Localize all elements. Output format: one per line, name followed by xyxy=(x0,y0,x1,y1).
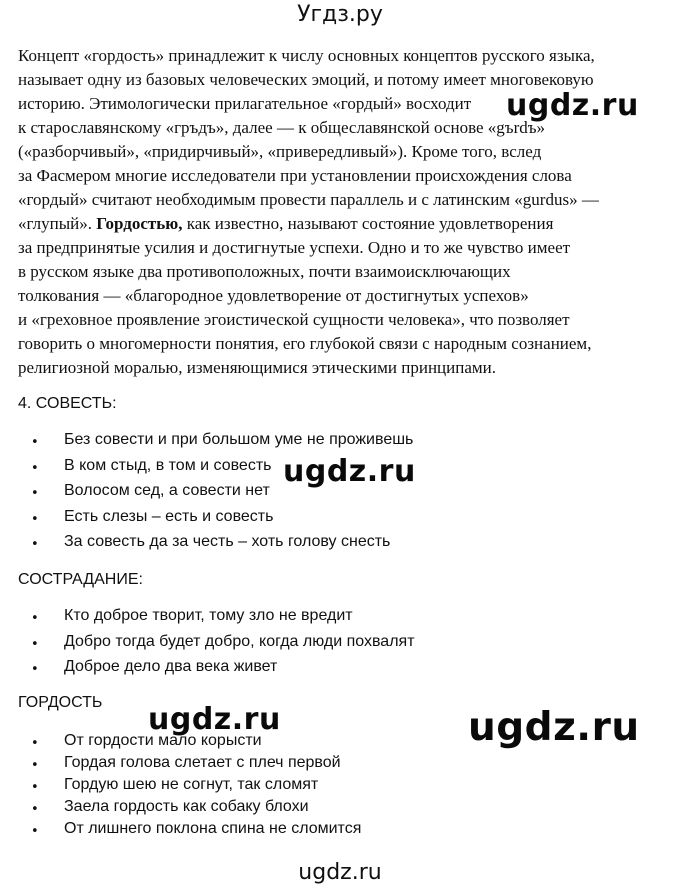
footer-site-name: ugdz.ru xyxy=(298,860,382,885)
paragraph-line: говорить о многомерности понятия, его глубокой связи с народным сознанием, xyxy=(18,334,592,353)
paragraph-line: Концепт «гордость» принадлежит к числу основных концептов русского языка, xyxy=(18,46,595,65)
bullet-icon: • xyxy=(31,780,39,795)
bullet-icon: • xyxy=(31,486,39,501)
paragraph-line: и «греховное проявление эгоистической сущности человека», что позволяет xyxy=(18,310,570,329)
watermark: ugdz.ru xyxy=(283,454,416,489)
proverb-text: Волосом сед, а совести нет xyxy=(64,482,270,499)
paragraph-line: религиозной моралью, изменяющимися этическими принципами. xyxy=(18,358,496,377)
proverb-text: Без совести и при большом уме не проживешь xyxy=(64,431,414,448)
paragraph-line: толкования — «благородное удовлетворение от достигнутых успехов» xyxy=(18,286,529,305)
paragraph-fragment: «глупый». xyxy=(18,214,92,233)
paragraph-line: называет одну из базовых человеческих эмоций, и потому имеет многовековую xyxy=(18,70,594,89)
paragraph-fragment: как известно, называют состояние удовлетворения xyxy=(186,214,554,233)
paragraph-line xyxy=(18,212,668,236)
proverb-text: Добро тогда будет добро, когда люди похвалят xyxy=(64,632,415,650)
paragraph-line: в русском языке два противоположных, почти взаимоисключающих xyxy=(18,262,511,281)
bullet-icon: • xyxy=(31,758,39,773)
bold-term: Гордостью, xyxy=(96,214,183,233)
paragraph-line: («разборчивый», «придирчивый», «привередливый»). Кроме того, вслед xyxy=(18,142,542,161)
proverb-text: Заела гордость как собаку блохи xyxy=(64,798,309,815)
paragraph-line: к старославянскому «гръдъ», далее — к общеславянской основе «gъrdъ» xyxy=(18,118,546,137)
bullet-icon: • xyxy=(31,537,39,552)
site-title: Угдз.ру xyxy=(297,2,383,27)
watermark: ugdz.ru xyxy=(148,702,281,737)
bullet-icon: • xyxy=(31,460,39,476)
watermark: ugdz.ru xyxy=(468,705,640,750)
watermark: ugdz.ru xyxy=(506,88,639,123)
proverb-text: Кто доброе творит, тому зло не вредит xyxy=(64,607,353,624)
bullet-icon: • xyxy=(31,636,39,652)
section-heading-compassion: СОСТРАДАНИЕ: xyxy=(18,571,143,588)
proverb-text: За совесть да за честь – хоть голову снесть xyxy=(64,533,391,550)
proverb-text: Есть слезы – есть и совесть xyxy=(64,507,274,525)
bullet-icon: • xyxy=(31,511,39,527)
bullet-icon: • xyxy=(31,802,39,817)
proverb-text: В ком стыд, в том и совесть xyxy=(64,456,272,474)
bullet-icon: • xyxy=(31,435,39,450)
bullet-icon: • xyxy=(31,824,39,839)
proverb-text: Доброе дело два века живет xyxy=(64,658,278,675)
paragraph-line: историю. Этимологически прилагательное «гордый» восходит xyxy=(18,94,472,113)
proverb-text: Гордая голова слетает с плеч первой xyxy=(64,754,341,771)
bullet-icon: • xyxy=(31,736,39,751)
paragraph-line: за Фасмером многие исследователи при установлении происхождения слова xyxy=(18,166,572,185)
section-heading-conscience: 4. СОВЕСТЬ: xyxy=(18,395,117,412)
proverb-text: Гордую шею не согнут, так сломят xyxy=(64,776,319,793)
proverb-text: От гордости мало корысти xyxy=(64,732,262,749)
bullet-icon: • xyxy=(31,611,39,626)
bullet-icon: • xyxy=(31,662,39,677)
paragraph-line: за предпринятые усилия и достигнутые успехи. Одно и то же чувство имеет xyxy=(18,238,571,257)
proverb-text: От лишнего поклона спина не сломится xyxy=(64,820,362,837)
paragraph-line: «гордый» считают необходимым провести параллель и с латинским «gurdus» — xyxy=(18,190,599,209)
section-heading-pride: ГОРДОСТЬ xyxy=(18,694,103,711)
